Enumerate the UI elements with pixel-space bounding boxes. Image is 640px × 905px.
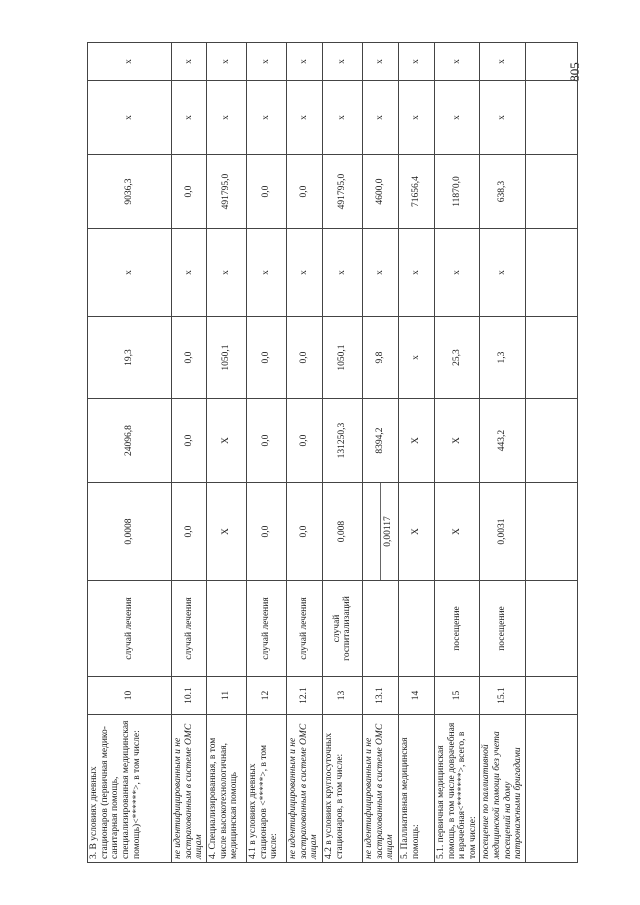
value-cell: х	[206, 43, 246, 81]
value-cell: Х	[434, 483, 480, 581]
row-number-cell: 10	[88, 677, 172, 715]
unit-cell: случай лечения	[88, 581, 172, 677]
value-cell: х	[362, 229, 398, 317]
row-name-cell: 5. Паллиативная медицинская помощь:	[398, 715, 434, 863]
continuation-cell	[525, 483, 577, 581]
value-cell: 491795,0	[322, 155, 362, 229]
row-name-cell: не идентифицированным и не застрахованным в системе ОМС лицам	[172, 715, 207, 863]
value-cell: х	[322, 229, 362, 317]
value-cell: х	[246, 43, 286, 81]
row-name-cell: не идентифицированным и не застрахованным в системе ОМС лицам	[362, 715, 398, 863]
table-row	[322, 43, 362, 863]
value-cell: х	[172, 43, 207, 81]
value-cell: 0,0	[246, 483, 286, 581]
value-cell: 0,0	[172, 399, 207, 483]
value-cell: х	[434, 229, 480, 317]
value-cell: х	[480, 229, 526, 317]
value-cell: х	[286, 43, 322, 81]
unit-cell	[398, 581, 434, 677]
page-number: 805	[567, 62, 582, 82]
value-cell: х	[398, 43, 434, 81]
value-cell: х	[172, 229, 207, 317]
row-name-cell: не идентифицированным и не застрахованным в системе ОМС лицам	[286, 715, 322, 863]
value-cell: Х	[434, 399, 480, 483]
value-cell: 1050,1	[206, 317, 246, 399]
row-number-cell: 15	[434, 677, 480, 715]
row-number-cell: 12.1	[286, 677, 322, 715]
continuation-cell	[525, 677, 577, 715]
value-cell: 0,0	[246, 317, 286, 399]
cell-upper-part	[363, 483, 382, 580]
unit-cell: случай лечения	[286, 581, 322, 677]
row-number-cell: 15.1	[480, 677, 526, 715]
value-cell: х	[480, 81, 526, 155]
value-cell: 71656,4	[398, 155, 434, 229]
value-cell: 0,0	[286, 155, 322, 229]
financing-table	[87, 42, 578, 863]
value-cell: 1050,1	[322, 317, 362, 399]
value-cell: 0,0	[246, 399, 286, 483]
row-number-cell: 13	[322, 677, 362, 715]
table-row	[480, 43, 526, 863]
row-name-cell: 3. В условиях дневных стационаров (первичная медико-санитарная помощь, специализированная медицинская помощь)<******>, в том числе:	[88, 715, 172, 863]
cell-value: 0,00117	[383, 516, 394, 547]
value-cell: 0,0	[172, 483, 207, 581]
row-name-cell: 5.1. первичная медицинская помощь, в том числе доврачебная и врачебная<*******>, всего, в том числе:	[434, 715, 480, 863]
table-row	[362, 43, 398, 863]
value-cell: 638,3	[480, 155, 526, 229]
value-cell: х	[480, 43, 526, 81]
value-cell: х	[362, 81, 398, 155]
row-number-cell: 11	[206, 677, 246, 715]
continuation-cell	[525, 81, 577, 155]
continuation-cell	[525, 155, 577, 229]
value-cell: 0,0008	[88, 483, 172, 581]
row-name-cell: посещение по паллиативной медицинской помощи без учета посещений на дому патронажными бригадами	[480, 715, 526, 863]
continuation-cell	[525, 43, 577, 81]
unit-cell: случай лечения	[246, 581, 286, 677]
continuation-cell	[525, 317, 577, 399]
value-cell: 0,0	[286, 483, 322, 581]
value-cell: х	[434, 43, 480, 81]
value-cell: 491795,0	[206, 155, 246, 229]
value-cell: х	[398, 317, 434, 399]
value-cell: 0,0	[172, 317, 207, 399]
value-cell: х	[206, 229, 246, 317]
value-cell: 19,3	[88, 317, 172, 399]
value-cell: 25,3	[434, 317, 480, 399]
table-row	[88, 43, 172, 863]
value-cell: х	[322, 81, 362, 155]
value-cell: х	[88, 229, 172, 317]
continuation-cell	[525, 399, 577, 483]
table-row	[246, 43, 286, 863]
value-cell: Х	[398, 399, 434, 483]
row-name-cell: 4. Специализированная, в том числе высокотехнологичная, медицинская помощь	[206, 715, 246, 863]
value-cell: х	[88, 81, 172, 155]
value-cell: 443,2	[480, 399, 526, 483]
continuation-cell	[525, 581, 577, 677]
row-number-cell: 10.1	[172, 677, 207, 715]
value-cell: 0,0	[172, 155, 207, 229]
value-cell: 0,0	[286, 317, 322, 399]
row-number-cell: 14	[398, 677, 434, 715]
value-cell: х	[286, 229, 322, 317]
unit-cell	[206, 581, 246, 677]
unit-cell: случай госпитализаций	[322, 581, 362, 677]
value-cell: 8394,2	[362, 399, 398, 483]
value-cell: х	[206, 81, 246, 155]
unit-cell: посещение	[480, 581, 526, 677]
value-cell: х	[88, 43, 172, 81]
value-cell: 0,0	[246, 155, 286, 229]
value-cell: Х	[398, 483, 434, 581]
value-cell: 4600,0	[362, 155, 398, 229]
value-cell: х	[322, 43, 362, 81]
table-row-continuation	[525, 43, 577, 863]
value-cell: Х	[206, 483, 246, 581]
table-row	[172, 43, 207, 863]
value-cell: 1,3	[480, 317, 526, 399]
value-cell: х	[172, 81, 207, 155]
value-cell: Х	[206, 399, 246, 483]
value-cell: х	[398, 81, 434, 155]
row-name-cell: 4.2 в условиях круглосуточных стационаров, в том числе:	[322, 715, 362, 863]
value-cell: х	[286, 81, 322, 155]
value-cell: 131250,3	[322, 399, 362, 483]
row-name-cell: 4.1 в условиях дневных стационаров <*****>, в том числе:	[246, 715, 286, 863]
value-cell: 0,0031	[480, 483, 526, 581]
value-cell: 9036,3	[88, 155, 172, 229]
table-row	[434, 43, 480, 863]
value-cell: х	[362, 43, 398, 81]
value-cell: х	[246, 229, 286, 317]
continuation-cell	[525, 715, 577, 863]
table-row	[206, 43, 246, 863]
row-number-cell: 12	[246, 677, 286, 715]
value-cell: х	[246, 81, 286, 155]
value-cell: х	[398, 229, 434, 317]
value-cell: 0,0	[286, 399, 322, 483]
value-cell	[362, 483, 398, 581]
value-cell: 24096,8	[88, 399, 172, 483]
unit-cell	[362, 581, 398, 677]
table-row	[398, 43, 434, 863]
rotated-table-wrapper	[87, 43, 553, 863]
unit-cell: случай лечения	[172, 581, 207, 677]
row-number-cell: 13.1	[362, 677, 398, 715]
unit-cell: посещение	[434, 581, 480, 677]
value-cell: 9,8	[362, 317, 398, 399]
value-cell: 11870,0	[434, 155, 480, 229]
value-cell: 0,008	[322, 483, 362, 581]
value-cell: х	[434, 81, 480, 155]
table-row	[286, 43, 322, 863]
continuation-cell	[525, 229, 577, 317]
